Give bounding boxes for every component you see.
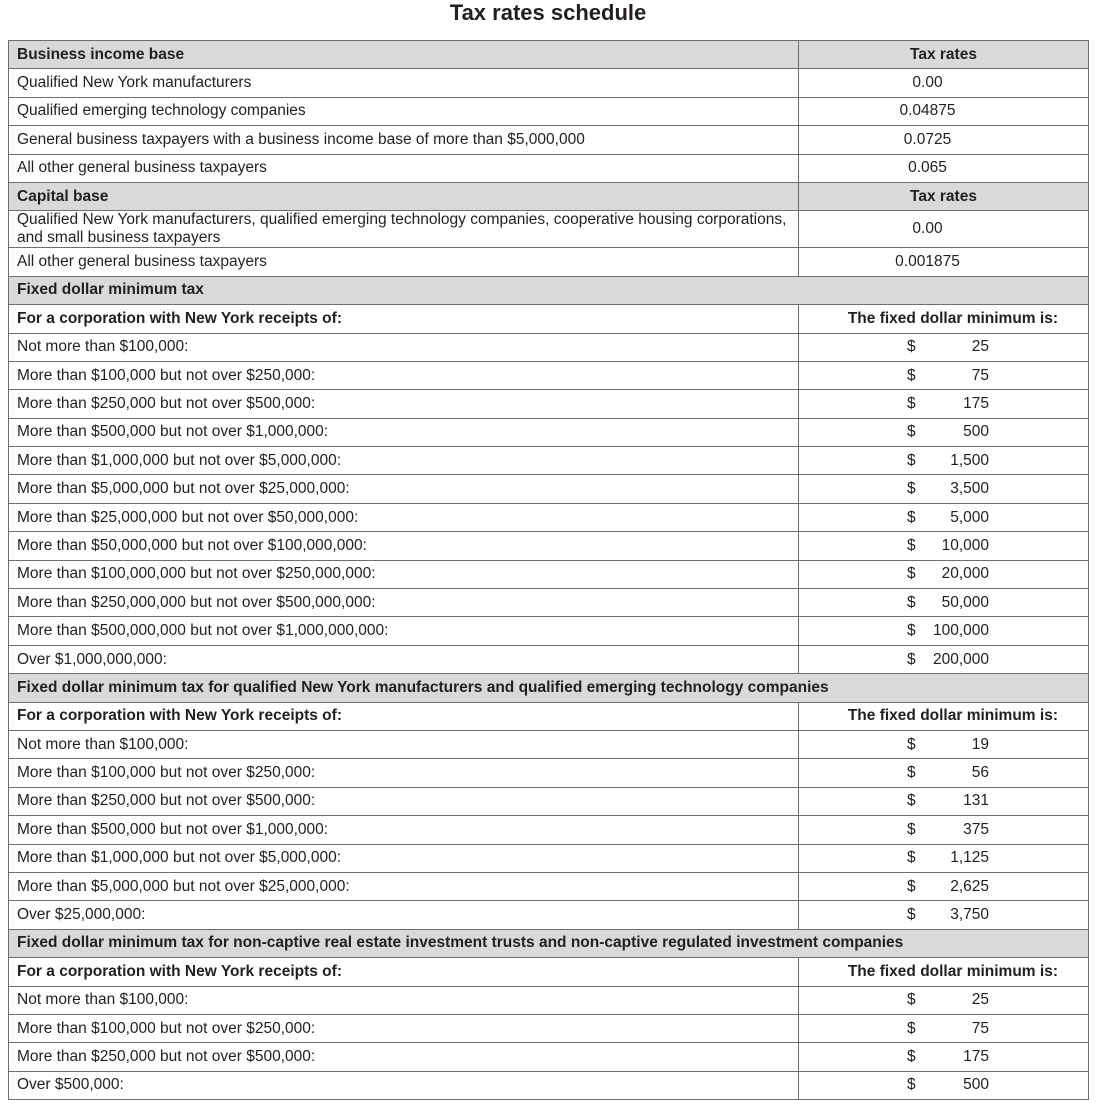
row-label: Over $500,000: — [9, 1071, 799, 1099]
amount-value — [907, 537, 989, 555]
column-subheader — [9, 305, 1089, 333]
amount-cell — [799, 617, 1089, 645]
currency-symbol: $ — [907, 366, 916, 384]
amount-value — [907, 338, 989, 356]
amount-number: 131 — [963, 792, 989, 810]
row-label: Over $25,000,000: — [9, 901, 799, 929]
row-label: Qualified New York manufacturers, qualified emerging technology companies, cooperative housing corporations, and small business taxpayers — [9, 211, 799, 248]
amount-number: 375 — [963, 820, 989, 838]
amount-cell — [799, 560, 1089, 588]
amount-number: 3,750 — [950, 906, 989, 924]
rate-value: 0.00 — [799, 211, 1089, 248]
amount-value — [907, 991, 989, 1009]
table-row — [9, 154, 1089, 182]
amount-value — [907, 906, 989, 924]
row-label: More than $25,000,000 but not over $50,000,000: — [9, 503, 799, 531]
row-label: More than $250,000 but not over $500,000: — [9, 787, 799, 815]
row-label: Not more than $100,000: — [9, 986, 799, 1014]
currency-symbol: $ — [907, 764, 916, 782]
row-label: Qualified emerging technology companies — [9, 97, 799, 125]
rate-value: 0.00 — [799, 69, 1089, 97]
table-row — [9, 503, 1089, 531]
receipts-column-heading: For a corporation with New York receipts of: — [9, 305, 799, 333]
currency-symbol: $ — [907, 1019, 916, 1037]
amount-value — [907, 736, 989, 754]
rate-column-heading: Tax rates — [799, 41, 1089, 69]
table-row — [9, 872, 1089, 900]
amount-cell — [799, 872, 1089, 900]
table-row — [9, 901, 1089, 929]
row-label: More than $500,000,000 but not over $1,000,000,000: — [9, 617, 799, 645]
section-heading: Fixed dollar minimum tax for non-captive real estate investment trusts and non-captive regulated investment companies — [9, 929, 1089, 957]
tax-rates-table-body — [9, 41, 1089, 1100]
currency-symbol: $ — [907, 480, 916, 498]
currency-symbol: $ — [907, 906, 916, 924]
receipts-column-heading: For a corporation with New York receipts of: — [9, 958, 799, 986]
row-label: Over $1,000,000,000: — [9, 645, 799, 673]
amount-number: 500 — [963, 423, 989, 441]
amount-number: 500 — [963, 1076, 989, 1094]
amount-number: 25 — [971, 338, 989, 356]
table-row — [9, 617, 1089, 645]
currency-symbol: $ — [907, 1047, 916, 1065]
table-row — [9, 844, 1089, 872]
table-row — [9, 248, 1089, 276]
table-row — [9, 418, 1089, 446]
amount-value — [907, 452, 989, 470]
column-subheader — [9, 702, 1089, 730]
amount-value — [907, 423, 989, 441]
table-row — [9, 361, 1089, 389]
row-label: More than $50,000,000 but not over $100,000,000: — [9, 532, 799, 560]
section-header — [9, 674, 1089, 702]
currency-symbol: $ — [907, 820, 916, 838]
amount-value — [907, 1020, 989, 1038]
amount-cell — [799, 986, 1089, 1014]
rate-value: 0.04875 — [799, 97, 1089, 125]
table-row — [9, 759, 1089, 787]
section-heading: Capital base — [9, 182, 799, 210]
amount-value — [907, 878, 989, 896]
section-header — [9, 929, 1089, 957]
currency-symbol: $ — [907, 877, 916, 895]
currency-symbol: $ — [907, 394, 916, 412]
currency-symbol: $ — [907, 338, 916, 356]
currency-symbol: $ — [907, 593, 916, 611]
table-row — [9, 333, 1089, 361]
amount-value — [907, 565, 989, 583]
amount-cell — [799, 503, 1089, 531]
amount-value — [907, 367, 989, 385]
currency-symbol: $ — [907, 622, 916, 640]
amount-number: 56 — [971, 764, 989, 782]
section-header — [9, 182, 1089, 210]
amount-number: 5,000 — [950, 508, 989, 526]
amount-number: 75 — [971, 366, 989, 384]
table-row — [9, 126, 1089, 154]
amount-number: 100,000 — [932, 622, 989, 640]
currency-symbol: $ — [907, 849, 916, 867]
amount-number: 175 — [963, 1047, 989, 1065]
amount-value — [907, 849, 989, 867]
amount-cell — [799, 787, 1089, 815]
row-label: Not more than $100,000: — [9, 730, 799, 758]
rate-column-heading: Tax rates — [799, 182, 1089, 210]
currency-symbol: $ — [907, 536, 916, 554]
row-label: More than $500,000 but not over $1,000,000: — [9, 816, 799, 844]
table-row — [9, 645, 1089, 673]
section-heading: Fixed dollar minimum tax — [9, 276, 1089, 304]
table-row — [9, 1043, 1089, 1071]
table-row — [9, 816, 1089, 844]
amount-number: 50,000 — [941, 593, 989, 611]
amount-value — [907, 651, 989, 669]
amount-cell — [799, 589, 1089, 617]
row-label: More than $500,000 but not over $1,000,000: — [9, 418, 799, 446]
row-label: General business taxpayers with a business income base of more than $5,000,000 — [9, 126, 799, 154]
table-row — [9, 475, 1089, 503]
currency-symbol: $ — [907, 508, 916, 526]
table-row — [9, 787, 1089, 815]
amount-cell — [799, 333, 1089, 361]
table-row — [9, 730, 1089, 758]
section-heading: Fixed dollar minimum tax for qualified New York manufacturers and qualified emerging technology companies — [9, 674, 1089, 702]
amount-cell — [799, 901, 1089, 929]
row-label: More than $250,000 but not over $500,000: — [9, 1043, 799, 1071]
amount-number: 20,000 — [941, 565, 989, 583]
amount-cell — [799, 1014, 1089, 1042]
amount-value — [907, 594, 989, 612]
minimum-column-heading: The fixed dollar minimum is: — [799, 305, 1089, 333]
table-row — [9, 1071, 1089, 1099]
table-row — [9, 532, 1089, 560]
row-label: More than $100,000 but not over $250,000: — [9, 759, 799, 787]
row-label: More than $100,000 but not over $250,000: — [9, 361, 799, 389]
currency-symbol: $ — [907, 991, 916, 1009]
currency-symbol: $ — [907, 565, 916, 583]
amount-cell — [799, 418, 1089, 446]
row-label: More than $1,000,000 but not over $5,000,000: — [9, 844, 799, 872]
amount-value — [907, 764, 989, 782]
table-row — [9, 447, 1089, 475]
amount-value — [907, 509, 989, 527]
amount-cell — [799, 361, 1089, 389]
amount-number: 19 — [971, 735, 989, 753]
section-header — [9, 41, 1089, 69]
amount-number: 2,625 — [950, 877, 989, 895]
row-label: More than $5,000,000 but not over $25,000,000: — [9, 872, 799, 900]
table-row — [9, 589, 1089, 617]
row-label: Qualified New York manufacturers — [9, 69, 799, 97]
rate-value: 0.001875 — [799, 248, 1089, 276]
table-row — [9, 986, 1089, 1014]
section-heading: Business income base — [9, 41, 799, 69]
amount-number: 175 — [963, 394, 989, 412]
table-row — [9, 97, 1089, 125]
section-header — [9, 276, 1089, 304]
currency-symbol: $ — [907, 1076, 916, 1094]
currency-symbol: $ — [907, 735, 916, 753]
table-row — [9, 1014, 1089, 1042]
amount-cell — [799, 645, 1089, 673]
amount-cell — [799, 447, 1089, 475]
amount-value — [907, 622, 989, 640]
row-label: All other general business taxpayers — [9, 248, 799, 276]
amount-cell — [799, 816, 1089, 844]
amount-value — [907, 480, 989, 498]
table-row — [9, 211, 1089, 248]
amount-number: 25 — [971, 991, 989, 1009]
currency-symbol: $ — [907, 451, 916, 469]
row-label: Not more than $100,000: — [9, 333, 799, 361]
minimum-column-heading: The fixed dollar minimum is: — [799, 702, 1089, 730]
minimum-column-heading: The fixed dollar minimum is: — [799, 958, 1089, 986]
tax-rates-table — [8, 40, 1089, 1100]
row-label: More than $250,000 but not over $500,000: — [9, 390, 799, 418]
amount-number: 10,000 — [941, 536, 989, 554]
row-label: More than $100,000 but not over $250,000: — [9, 1014, 799, 1042]
row-label: All other general business taxpayers — [9, 154, 799, 182]
amount-value — [907, 1048, 989, 1066]
table-row — [9, 560, 1089, 588]
amount-cell — [799, 730, 1089, 758]
row-label: More than $1,000,000 but not over $5,000,000: — [9, 447, 799, 475]
amount-number: 1,125 — [950, 849, 989, 867]
amount-cell — [799, 475, 1089, 503]
row-label: More than $100,000,000 but not over $250,000,000: — [9, 560, 799, 588]
row-label: More than $250,000,000 but not over $500,000,000: — [9, 589, 799, 617]
amount-cell — [799, 532, 1089, 560]
row-label: More than $5,000,000 but not over $25,000,000: — [9, 475, 799, 503]
currency-symbol: $ — [907, 423, 916, 441]
amount-cell — [799, 759, 1089, 787]
page-title: Tax rates schedule — [449, 0, 647, 25]
amount-value — [907, 1076, 989, 1094]
amount-cell — [799, 844, 1089, 872]
table-row — [9, 69, 1089, 97]
amount-cell — [799, 1043, 1089, 1071]
amount-value — [907, 395, 989, 413]
amount-value — [907, 792, 989, 810]
currency-symbol: $ — [907, 792, 916, 810]
amount-cell — [799, 390, 1089, 418]
amount-value — [907, 821, 989, 839]
amount-number: 1,500 — [950, 451, 989, 469]
amount-number: 3,500 — [950, 480, 989, 498]
column-subheader — [9, 958, 1089, 986]
amount-number: 75 — [971, 1019, 989, 1037]
currency-symbol: $ — [907, 650, 916, 668]
table-row — [9, 390, 1089, 418]
rate-value: 0.065 — [799, 154, 1089, 182]
rate-value: 0.0725 — [799, 126, 1089, 154]
amount-number: 200,000 — [932, 650, 989, 668]
receipts-column-heading: For a corporation with New York receipts of: — [9, 702, 799, 730]
amount-cell — [799, 1071, 1089, 1099]
